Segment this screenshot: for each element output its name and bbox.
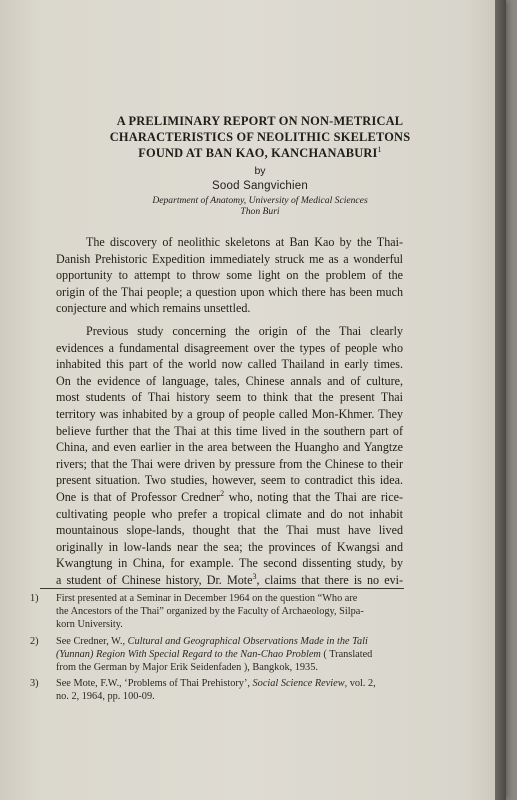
text-line: opportunity to attempt to throw some light on the problem of the (56, 268, 403, 283)
text-line (56, 572, 403, 589)
affiliation-line: Department of Anatomy, University of Medical Sciences (152, 195, 368, 206)
footnote-number: 2) (30, 635, 39, 647)
article-title (60, 113, 460, 161)
footnote-line: First presented at a Seminar in December 1964 on the question “Who are (56, 593, 358, 604)
paragraph-1 (56, 234, 403, 317)
title-line (60, 145, 460, 161)
footnote-line: the Ancestors of the Thai” organized by the Faculty of Archaeology, Silpa- (56, 606, 364, 618)
text-fragment: , vol. 2, (344, 678, 376, 690)
title-footnote-mark: 1 (377, 145, 382, 154)
footnote-ref: 2 (220, 488, 225, 498)
text-fragment: See Credner, W., (56, 635, 128, 647)
text-line: present situation. Two studies, however, seem to contradict this idea. (56, 473, 403, 488)
text-line: originally in low-lands near the sea; the provinces of Kwangsi and (56, 539, 403, 554)
footnote-number: 3) (30, 678, 39, 690)
text-line: Kwangtung in China, for example. The second dissenting study, by (56, 556, 403, 571)
text-fragment: See Mote, F.W., ‘Problems of Thai Prehistory’, (56, 678, 253, 690)
footnote-1 (30, 592, 404, 632)
footnote-line (56, 648, 404, 661)
text-fragment: , claims that there is no evi- (256, 572, 403, 587)
text-line: mountainous slope-lands, thought that the Thai must have lived (56, 523, 403, 538)
text-line: origin of the Thai people; a question upon which there has been much (56, 284, 403, 299)
footnote-2 (30, 635, 404, 675)
book-spine-edge (495, 0, 506, 800)
text-line: conjecture and which remains unsettled. (56, 301, 251, 316)
footnote-line: no. 2, 1964, pp. 100-09. (56, 691, 155, 703)
text-fragment: ( Translated (320, 648, 373, 660)
text-line: most students of Thai history seem to think that the present Thai (56, 390, 403, 405)
text-fragment: a student of Chinese history, Dr. Mote (56, 572, 253, 587)
footnote-line (56, 635, 404, 648)
paragraph-2 (56, 323, 403, 589)
article-body (56, 234, 403, 594)
footnote-number: 1) (30, 593, 39, 604)
footnote-3 (30, 677, 404, 703)
title-block (60, 113, 460, 217)
title-line: A PRELIMINARY REPORT ON NON-METRICAL (116, 114, 404, 128)
text-line: The discovery of neolithic skeletons at Ban Kao by the Thai- (86, 235, 403, 249)
text-fragment: who, noting that the Thai are rice- (224, 489, 403, 504)
book-title: (Yunnan) Region With Special Regard to the Nan-Chao Problem (56, 648, 321, 660)
author-name: Sood Sangvichien (212, 180, 308, 192)
footnote-line (56, 677, 404, 690)
text-line: inhabited this part of the world now called Thailand in early times. (56, 357, 403, 372)
footnotes (30, 592, 404, 707)
text-line (56, 489, 403, 506)
footnote-ref: 3 (252, 571, 257, 581)
footnote-line: from the German by Major Erik Seidenfaden ), Bangkok, 1935. (56, 662, 318, 674)
text-line: believe further that the Thai at this time lived in the southern part of (56, 423, 403, 438)
affiliation-line: Thon Buri (240, 206, 280, 217)
footnote-divider (40, 588, 404, 589)
text-line: Previous study concerning the origin of the Thai clearly (86, 323, 403, 338)
text-line: cultivating people who prefer a tropical climate and do not inhabit (56, 506, 403, 521)
byline-by: by (254, 165, 266, 177)
text-fragment: One is that of Professor Credner (56, 489, 221, 504)
text-line: evidences a fundamental disagreement over the types of people who (56, 340, 403, 355)
book-title: Cultural and Geographical Observations Made in the Tali (127, 635, 368, 647)
title-line: CHARACTERISTICS OF NEOLITHIC SKELETONS (109, 130, 411, 144)
journal-title: Social Science Review (252, 678, 345, 690)
footnote-line: korn University. (56, 619, 123, 631)
text-line: rivers; that the Thai were driven by pressure from the Chinese to their (56, 456, 403, 471)
title-line-text: FOUND AT BAN KAO, KANCHANABURI (138, 146, 378, 160)
author-affiliation (60, 195, 460, 217)
text-line: territory was inhabited by a group of people called Mon-Khmer. They (56, 406, 403, 421)
text-line: Danish Prehistoric Expedition immediately struck me as a wonderful (56, 251, 403, 266)
text-line: On the evidence of language, tales, Chinese annals and of culture, (56, 373, 403, 388)
text-line: China, and even earlier in the area between the Huangho and Yangtze (56, 440, 403, 455)
